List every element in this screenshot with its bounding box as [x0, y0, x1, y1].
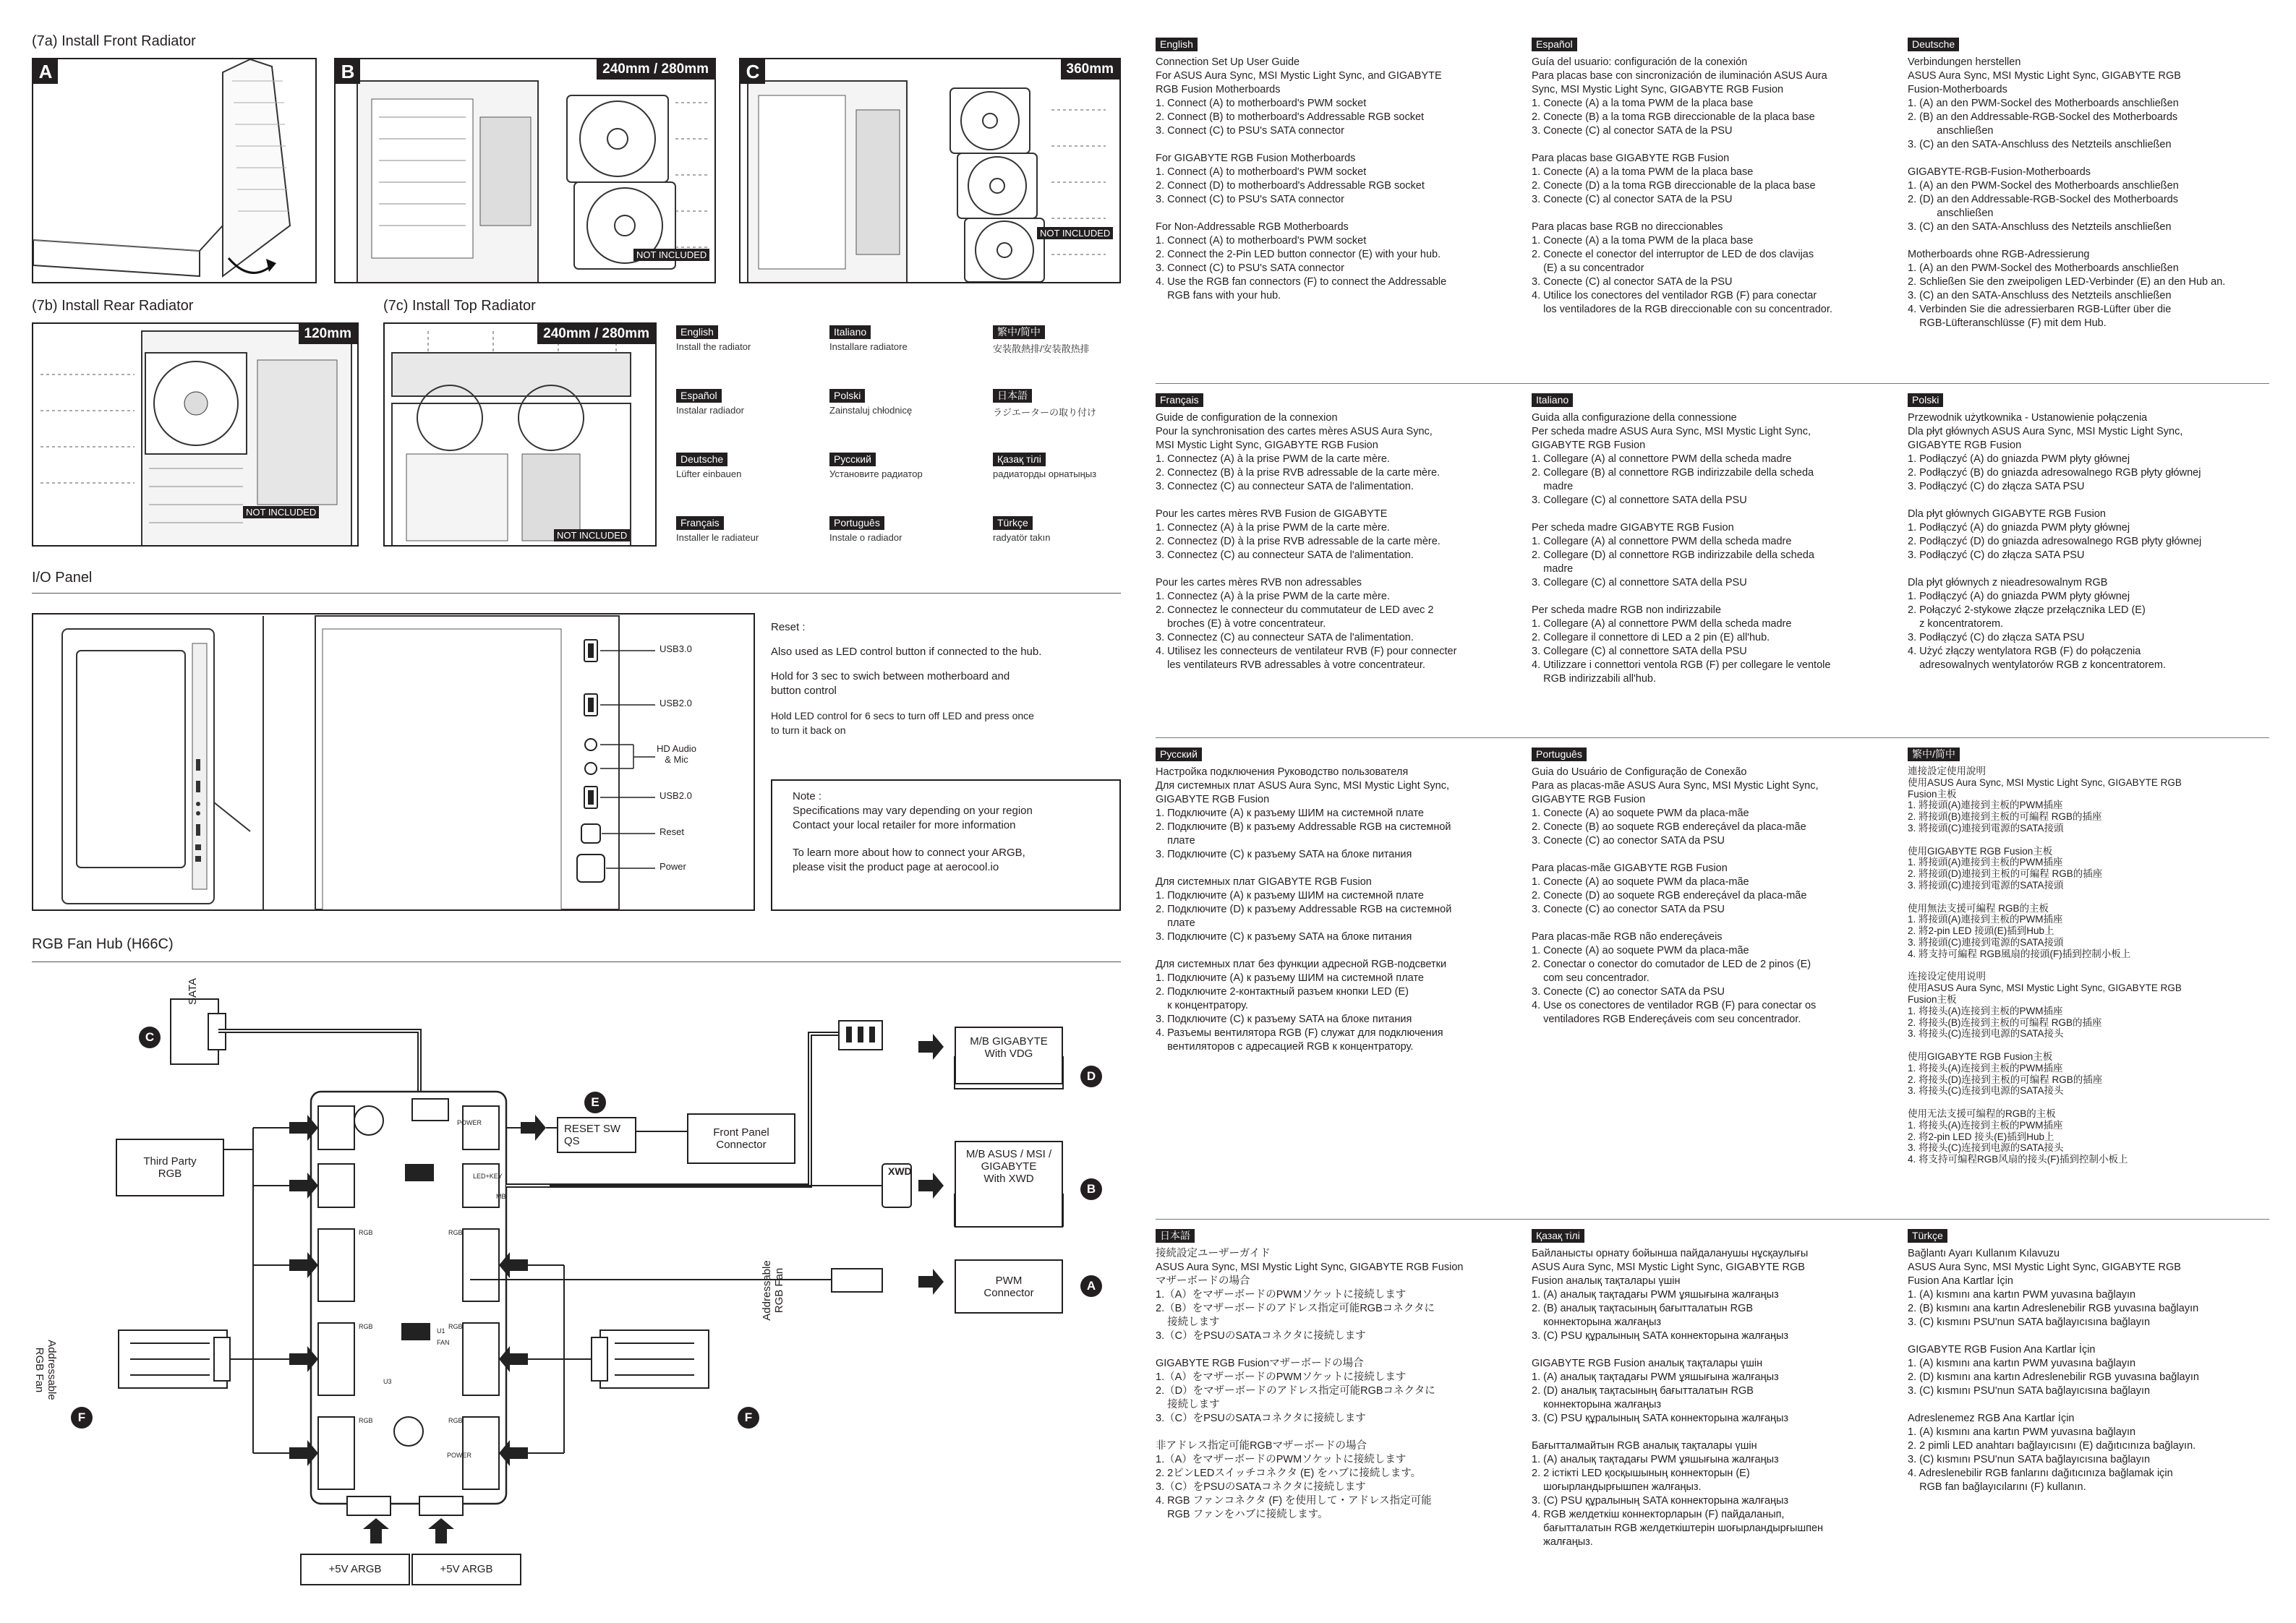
translation-espanol: Español Instalar radiador	[676, 390, 744, 416]
install-translations	[676, 325, 1124, 549]
front-panel-connector-box: Front Panel Connector	[687, 1113, 795, 1164]
guide-francais: Français Guide de configuration de la connexion Pour la synchronisation des cartes mères ASUS Aura Sync, MSI Mystic Light Sync, GIGABYTE RGB Fusion 1. Connectez (A) à la prise PWM de la carte mère. 2. Connectez (B) à la prise RVB adressable de la carte mère. 3. Connectez (C) au connecteur SATA de l'alimentation. Pour les cartes mères RVB Fusion de GIGABYTE 1. Connectez (A) à la prise PWM de la carte mère. 2. Connectez (D) à la prise RVB adressable de la carte mère. 3. Connectez (C) au connecteur SATA de l'alimentation. Pour les cartes mères RVB non adressables 1. Connectez (A) à la prise PWM de la carte mère. 2. Connectez le connecteur du commutateur de LED avec 2 broches (E) à votre concentrateur. 3. Connectez (C) au connecteur SATA de l'alimentation. 4. Utilisez les connecteurs de ventilateur RVB (F) pour connecter les ventilateurs RVB adressables à votre concentrateur.	[1156, 394, 1457, 671]
pin-label-rgb-1: RGB	[359, 1229, 373, 1236]
top-radiator-figure	[383, 322, 657, 547]
guide-lang-tag: Türkçe	[1908, 1229, 1947, 1243]
top-radiator-title: (7c) Install Top Radiator	[383, 298, 536, 314]
guide-lang-tag: Italiano	[1532, 393, 1573, 407]
size-tag-360: 360mm	[1061, 59, 1120, 80]
pin-label-rgb-4: RGB	[448, 1229, 463, 1236]
guide-lang-tag: Français	[1156, 393, 1203, 407]
not-included-label: NOT INCLUDED	[1037, 227, 1113, 239]
argb-label-2: +5V ARGB	[440, 1563, 493, 1575]
guide-polski: Polski Przewodnik użytkownika - Ustanowienie połączenia Dla płyt głównych ASUS Aura Sync, MSI Mystic Light Sync, GIGABYTE RGB Fusion 1. Podłączyć (A) do gniazda PWM płyty głównej 2. Podłączyć (B) do gniazda adresowalnego RGB płyty głównej 3. Podłączyć (C) do złącza SATA PSU Dla płyt głównych GIGABYTE RGB Fusion 1. Podłączyć (A) do gniazda PWM płyty głównej 2. Podłączyć (D) do gniazda adresowalnego RGB płyty głównej 3. Podłączyć (C) do złącza SATA PSU Dla płyt głównych z nieadresowalnym RGB 1. Podłączyć (A) do gniazda PWM płyty głównej 2. Połączyć 2-stykowe złącze przełącznika LED (E) z koncentratorem. 3. Podłączyć (C) do złącza SATA PSU 4. Użyć złączy wentylatora RGB (F) do połączenia adresowalnych wentylatorów RGB z koncentratorem.	[1908, 394, 2202, 671]
guide-japanese: 日本語 接続設定ユーザーガイド ASUS Aura Sync, MSI Mystic Light Sync, GIGABYTE RGB Fusion マザーボードの場合 1.（A）をマザーボードのPWMソケットに接続します 2.（B）をマザーボードのアドレス指定可能RGBコネクタに 接続します 3.（C）をPSUのSATAコネクタに接続します GIGABYTE RGB Fusionマザーボードの場合 1.（A）をマザーボードのPWMソケットに接続します 2.（D）をマザーボードのアドレス指定可能RGBコネクタに 接続します 3.（C）をPSUのSATAコネクタに接続します 非アドレス指定可能RGBマザーボードの場合 1.（A）をマザーボードのPWMソケットに接続します 2. 2ピンLEDスイッチコネクタ (E) をハブに接続します。 3.（C）をPSUのSATAコネクタに接続します 4. RGB ファンコネクタ (F) を使用して・アドレス指定可能 RGB ファンをハブに接続します。	[1156, 1230, 1464, 1520]
rear-radiator-title: (7b) Install Rear Radiator	[32, 298, 194, 314]
letter-a: A	[1080, 1275, 1102, 1297]
hub-title: RGB Fan Hub (H66C)	[32, 936, 174, 952]
letter-d: D	[1080, 1066, 1102, 1087]
note-line-2: To learn more about how to connect your ARGB, please visit the product page at aerocool.io	[793, 847, 1025, 873]
letter-b: B	[1080, 1178, 1102, 1200]
pin-label-mb: MB	[496, 1193, 506, 1200]
note-title: Note :	[793, 790, 822, 802]
pwm-connector-box: PWM Connector	[955, 1259, 1063, 1314]
pin-label-rgb-2: RGB	[359, 1323, 373, 1330]
reset-line-3: Hold LED control for 6 secs to turn off LED and press once to turn it back on	[771, 710, 1034, 736]
not-included-label: NOT INCLUDED	[243, 506, 319, 518]
front-panel-illustration	[33, 59, 317, 283]
letter-e: E	[584, 1092, 606, 1113]
guide-divider-1	[1156, 383, 2269, 384]
translation-italiano: Italiano Installare radiatore	[829, 326, 908, 352]
translation-kazakh: Қазақ тілі радиаторды орнатыңыз	[993, 453, 1097, 479]
pin-label-rgb-3: RGB	[359, 1417, 373, 1424]
letter-f-left: F	[71, 1407, 93, 1429]
size-tag-120: 120mm	[299, 324, 358, 344]
pin-label-power-2: POWER	[447, 1452, 472, 1459]
guide-kazakh: Қазақ тілі Байланысты орнату бойынша пайдаланушы нұсқаулығы ASUS Aura Sync, MSI Mystic Light Sync, GIGABYTE RGB Fusion аналық тақталары үшін 1. (A) аналық тақтадағы PWM ұяшығына жалғаңыз 2. (B) аналық тақтасының бағытталатын RGB коннекторына жалғаңыз 3. (C) PSU құралының SATA коннекторына жалғаңыз GIGABYTE RGB Fusion аналық тақталары үшін 1. (A) аналық тақтадағы PWM ұяшығына жалғаңыз 2. (D) аналық тақтасының бағытталатын RGB коннекторына жалғаңыз 3. (C) PSU құралының SATA коннекторына жалғаңыз Бағытталмайтын RGB аналық тақталары үшін 1. (A) аналық тақтадағы PWM ұяшығына жалғаңыз 2. 2 істікті LED қосқышының коннекторын (E) шоғырландырғышпен жалғаңыз. 3. (C) PSU құралының SATA коннекторына жалғаңыз 4. RGB желдеткіш коннекторларын (F) пайдаланып, бағытталатын RGB желдеткіштерін шоғырландырғышпен жалғаңыз.	[1532, 1230, 1824, 1548]
rear-radiator-figure	[32, 322, 359, 547]
pin-label-ledkey: LED+KEY	[473, 1173, 503, 1180]
reset-sw-box: RESET SW QS	[557, 1117, 636, 1153]
addressable-fan-left-label: Addressable RGB Fan	[33, 1340, 58, 1400]
addressable-fan-right-label: Addressable RGB Fan	[761, 1260, 785, 1321]
size-tag-240-280: 240mm / 280mm	[597, 59, 714, 80]
note-box	[771, 779, 1121, 911]
not-included-label: NOT INCLUDED	[633, 249, 709, 261]
guide-deutsche: Deutsche Verbindungen herstellen ASUS Aura Sync, MSI Mystic Light Sync, GIGABYTE RGB Fusion-Motherboards 1. (A) an den PWM-Sockel des Motherboards anschließen 2. (B) an den Addressable-RGB-Sockel des Motherboards anschließen 3. (C) an den SATA-Anschluss des Netzteils anschließen GIGABYTE-RGB-Fusion-Motherboards 1. (A) an den PWM-Sockel des Motherboards anschließen 2. (D) an den Addressable-RGB-Sockel des Motherboards anschließen 3. (C) an den SATA-Anschluss des Netzteils anschließen Motherboards ohne RGB-Adressierung 1. (A) an den PWM-Sockel des Motherboards anschließen 2. Schließen Sie den zweipoligen LED-Verbinder (E) an den Hub an. 3. (C) an den SATA-Anschluss des Netzteils anschließen 4. Verbinden Sie die adressierbaren RGB-Lüfter über die RGB-Lüfteranschlüsse (F) mit dem Hub.	[1908, 38, 2226, 329]
io-usb20-label: USB2.0	[660, 698, 692, 708]
guide-lang-tag: Русский	[1156, 748, 1202, 761]
reset-line-1: Also used as LED control button if connected to the hub.	[771, 646, 1042, 658]
translation-francais: Français Installer le radiateur	[676, 517, 759, 543]
pin-label-rgb-6: RGB	[448, 1417, 463, 1424]
not-included-label: NOT INCLUDED	[554, 529, 630, 541]
front-radiator-title: (7a) Install Front Radiator	[32, 33, 196, 49]
translation-english: English Install the radiator	[676, 326, 751, 352]
io-reset-label: Reset	[660, 826, 684, 837]
third-party-rgb-box: Third Party RGB	[116, 1139, 224, 1196]
guide-lang-tag: 繁中/简中	[1908, 748, 1960, 761]
io-usb20-label-2: USB2.0	[660, 790, 692, 801]
guide-espanol: Español Guía del usuario: configuración de la conexión Para placas base con sincronización de iluminación ASUS Aura Sync, MSI Mystic Light Sync, GIGABYTE RGB Fusion 1. Conecte (A) a la toma PWM de la placa base 2. Conecte (B) a la toma RGB direccionable de la placa base 3. Conecte (C) al conector SATA de la PSU Para placas base GIGABYTE RGB Fusion 1. Conecte (A) a la toma PWM de la placa base 2. Conecte (D) a la toma RGB direccionable de la placa base 3. Conecte (C) al conector SATA de la PSU Para placas base RGB no direccionables 1. Conecte (A) a la toma PWM de la placa base 2. Conecte el conector del interruptor de LED de dos clavijas (E) a su concentrador 3. Conecte (C) al conector SATA de la PSU 4. Utilice los conectores del ventilador RGB (F) para conectar los ventiladores de la RGB direccionable con su concentrador.	[1532, 38, 1832, 315]
io-divider	[32, 593, 1121, 594]
size-tag-240-280-top: 240mm / 280mm	[537, 324, 655, 344]
letter-c: C	[139, 1027, 161, 1048]
guide-english: English Connection Set Up User Guide For ASUS Aura Sync, MSI Mystic Light Sync, and GIGABYTE RGB Fusion Motherboards 1. Connect (A) to motherboard's PWM socket 2. Connect (B) to motherboard's Addressable RGB socket 3. Connect (C) to PSU's SATA connector For GIGABYTE RGB Fusion Motherboards 1. Connect (A) to motherboard's PWM socket 2. Connect (D) to motherboard's Addressable RGB socket 3. Connect (C) to PSU's SATA connector For Non-Addressable RGB Motherboards 1. Connect (A) to motherboard's PWM socket 2. Connect the 2-Pin LED button connector (E) with your hub. 3. Connect (C) to PSU's SATA connector 4. Use the RGB fan connectors (F) to connect the Addressable RGB fans with your hub.	[1156, 38, 1447, 301]
reset-line-2: Hold for 3 sec to swich between motherboard and button control	[771, 670, 1010, 697]
note-line-1: Specifications may vary depending on your region Contact your local retailer for more information	[793, 805, 1033, 831]
io-panel-illustration	[33, 614, 755, 911]
guide-lang-tag: English	[1156, 38, 1198, 51]
translation-chinese: 繁中/简中 安装散熱排/安装散热排	[993, 326, 1090, 354]
case-360-illustration	[741, 59, 1121, 283]
guide-portugues: Português Guia do Usuário de Configuração de Conexão Para as placas-mãe ASUS Aura Sync, MSI Mystic Light Sync, GIGABYTE RGB Fusion 1. Conecte (A) ao soquete PWM da placa-mãe 2. Conecte (B) ao soquete RGB endereçável da placa-mãe 3. Conecte (C) ao conector SATA da PSU Para placas-mãe GIGABYTE RGB Fusion 1. Conecte (A) ao soquete PWM da placa-mãe 2. Conecte (D) ao soquete RGB endereçável da placa-mãe 3. Conecte (C) ao conector SATA da PSU Para placas-mãe RGB não endereçáveis 1. Conecte (A) ao soquete PWM da placa-mãe 2. Conectar o conector do comutador de LED de 2 pinos (E) com seu concentrador. 3. Conecte (C) ao conector SATA da PSU 4. Use os conectores de ventilador RGB (F) para conectar os ventiladores RGB Endereçáveis com seu concentrador.	[1532, 748, 1819, 1025]
io-panel-figure	[32, 613, 755, 911]
guide-turkce: Türkçe Bağlantı Ayarı Kullanım Kılavuzu ASUS Aura Sync, MSI Mystic Light Sync, GIGABYTE RGB Fusion Ana Kartlar İçin 1. (A) kısmını ana kartın PWM yuvasına bağlayın 2. (B) kısmını ana kartın Adreslenebilir RGB yuvasına bağlayın 3. (C) kısmını PSU'nun SATA bağlayıcısına bağlayın GIGABYTE RGB Fusion Ana Kartlar İçin 1. (A) kısmını ana kartın PWM yuvasına bağlayın 2. (D) kısmını ana kartın Adreslenebilir RGB yuvasına bağlayın 3. (C) kısmını PSU'nun SATA bağlayıcısına bağlayın Adreslenemez RGB Ana Kartlar İçin 1. (A) kısmını ana kartın PWM yuvasına bağlayın 2. 2 pimli LED anahtarı bağlayıcısını (E) dağıtıcınıza bağlayın. 3. (C) kısmını PSU'nun SATA bağlayıcısına bağlayın 4. Adreslenebilir RGB fanlarını dağıtıcınıza bağlamak için RGB fan bağlayıcılarını (F) kullanın.	[1908, 1230, 2199, 1493]
mb-asus-box: M/B ASUS / MSI / GIGABYTE With XWD	[955, 1141, 1063, 1228]
translation-turkce: Türkçe radyatör takın	[993, 517, 1051, 543]
guide-italiano: Italiano Guida alla configurazione della connessione Per scheda madre ASUS Aura Sync, MSI Mystic Light Sync, GIGABYTE RGB Fusion 1. Collegare (A) al connettore PWM della scheda madre 2. Collegare (B) al connettore RGB indirizzabile della scheda madre 3. Collegare (C) al connettore SATA della PSU Per scheda madre GIGABYTE RGB Fusion 1. Collegare (A) al connettore PWM della scheda madre 2. Collegare (D) al connettore RGB indirizzabile della scheda madre 3. Collegare (C) al connettore SATA della PSU Per scheda madre RGB non indirizzabile 1. Collegare (A) al connettore PWM della scheda madre 2. Collegare il connettore di LED a 2 pin (E) all'hub. 3. Collegare (C) al connettore SATA della PSU 4. Utilizzare i connettori ventola RGB (F) per collegare le ventole RGB indirizzabili all'hub.	[1532, 394, 1831, 685]
pin-label-rgb-5: RGB	[448, 1323, 463, 1330]
translation-japanese: 日本語 ラジエーターの取り付け	[993, 390, 1097, 418]
reset-title: Reset :	[771, 621, 806, 633]
mb-gigabyte-box: M/B GIGABYTE With VDG	[955, 1027, 1063, 1084]
panel-c-figure	[739, 58, 1121, 283]
panel-c-badge: C	[741, 59, 765, 84]
sata-label: SATA	[187, 978, 199, 1005]
letter-f-right: F	[738, 1407, 759, 1429]
io-usb30-label: USB3.0	[660, 643, 692, 654]
guide-lang-tag: Português	[1532, 748, 1587, 761]
guide-lang-tag: Polski	[1908, 393, 1943, 407]
pin-label-fan: FAN	[437, 1339, 450, 1346]
pin-label-u1: U1	[437, 1327, 445, 1335]
guide-divider-2	[1156, 737, 2269, 738]
guide-lang-tag: Deutsche	[1908, 38, 1959, 51]
panel-a-figure	[32, 58, 317, 283]
guide-lang-tag: Español	[1532, 38, 1577, 51]
guide-chinese: 繁中/简中 連接設定使用說明 使用ASUS Aura Sync, MSI Mystic Light Sync, GIGABYTE RGB Fusion主板 1. 將接頭(A)連接到主板的PWM插座 2. 將接頭(B)連接到主板的可編程 RGB的插座 3. 將接頭(C)連接到電源的SATA接頭 使用GIGABYTE RGB Fusion主板 1. 將接頭(A)連接到主板的PWM插座 2. 將接頭(D)連接到主板的可編程 RGB的插座 3. 將接頭(C)連接到電源的SATA接頭 使用無法支援可編程 RGB的主板 1. 將接頭(A)連接到主板的PWM插座 2. 將2-pin LED 接頭(E)插到Hub上 3. 將接頭(C)連接到電源的SATA接頭 4. 將支持可編程 RGB風扇的接頭(F)插到控制小板上 连接设定使用说明 使用ASUS Aura Sync, MSI Mystic Light Sync, GIGABYTE RGB Fusion主板 1. 将接头(A)连接到主板的PWM插座 2. 将接头(B)连接到主板的可编程 RGB的插座 3. 将接头(C)连接到电源的SATA接头 使用GIGABYTE RGB Fusion主板 1. 将接头(A)连接到主板的PWM插座 2. 将接头(D)连接到主板的可编程 RGB的插座 3. 将接头(C)连接到电源的SATA接头 使用无法支援可编程的RGB的主板 1. 将接头(A)连接到主板的PWM插座 2. 将2-pin LED 接头(E)插到Hub上 3. 将接头(C)连接到电源的SATA接头 4. 将支持可编程RGB风扇的接头(F)插到控制小板上	[1908, 748, 2182, 1165]
io-panel-title: I/O Panel	[32, 570, 93, 586]
panel-a-badge: A	[33, 59, 58, 84]
translation-deutsche: Deutsche Lüfter einbauen	[676, 453, 742, 479]
guide-divider-3	[1156, 1219, 2269, 1220]
argb-label-1: +5V ARGB	[328, 1563, 382, 1575]
guide-russian: Русский Настройка подключения Руководство пользователя Для системных плат ASUS Aura Sync, MSI Mystic Light Sync, GIGABYTE RGB Fusion 1. Подключите (A) к разъему ШИМ на системной плате 2. Подключите (B) к разъему Addressable RGB на системной плате 3. Подключите (C) к разъему SATA на блоке питания Для системных плат GIGABYTE RGB Fusion 1. Подключите (A) к разъему ШИМ на системной плате 2. Подключите (D) к разъему Addressable RGB на системной плате 3. Подключите (C) к разъему SATA на блоке питания Для системных плат без функции адресной RGB-подсветки 1. Подключите (A) к разъему ШИМ на системной плате 2. Подключите 2-контактный разъем кнопки LED (E) к концентратору. 3. Подключите (C) к разъему SATA на блоке питания 4. Разъемы вентилятора RGB (F) служат для подключения вентиляторов с адресацией RGB к концентратору.	[1156, 748, 1452, 1053]
io-audio-label: HD Audio & Mic	[657, 743, 696, 765]
panel-b-figure	[334, 58, 716, 283]
translation-polski: Polski Zainstaluj chłodnicę	[829, 390, 913, 416]
guide-lang-tag: 日本語	[1156, 1229, 1195, 1243]
io-power-label: Power	[660, 861, 686, 872]
translation-russian: Русский Установите радиатор	[829, 453, 923, 479]
translation-portugues: Português Instale o radiador	[829, 517, 902, 543]
panel-b-badge: B	[336, 59, 360, 84]
top-radiator-illustration	[385, 324, 657, 547]
reset-description	[771, 620, 1121, 737]
guide-lang-tag: Қазақ тілі	[1532, 1229, 1584, 1243]
xwd-connector-label: XWD	[888, 1165, 912, 1177]
pin-label-power: POWER	[457, 1119, 482, 1126]
pin-label-u3: U3	[383, 1378, 392, 1385]
